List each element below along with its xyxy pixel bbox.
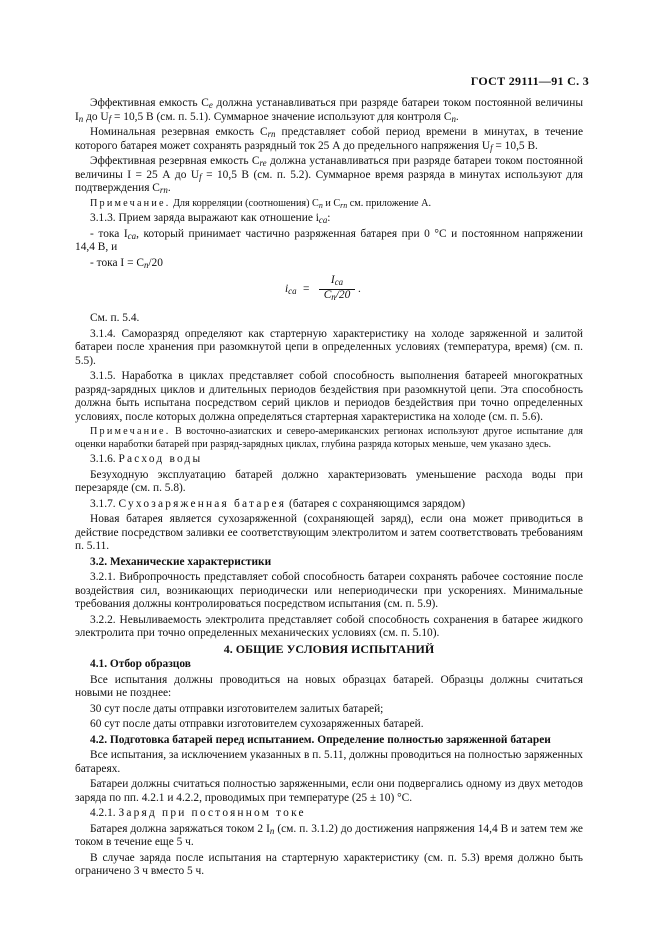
paragraph-charge-after-test: В случае заряда после испытания на стартерную характеристику (см. п. 5.3) время должно быть ограничено 3 ч вместо 5 ч. — [75, 851, 583, 877]
paragraph-effective-capacity: Эффективная емкость Ce должна устанавливаться при разряде батареи током постоянной величины In до Uf = 10,5 В (см. п. 5.1). Суммарное значение используют для контроля Cn. — [75, 97, 583, 124]
heading-3-1-6: 3.1.6. Расход воды — [90, 453, 203, 465]
list-item-current-i: - тока I = Cn/20 — [90, 256, 163, 270]
formula-charge-acceptance — [75, 274, 583, 304]
paragraph-effective-reserve-capacity: Эффективная резервная емкость Cre должна устанавливаться при разряде батареи током постоянной величины I = 25 А до Uf = 10,5 В (см. п. 5.2). Суммарное время разряда в минутах используют для подтверждения Crn. — [75, 155, 584, 195]
page-header: ГОСТ 29111—91 С. 3 — [470, 74, 589, 88]
paragraph-fully-charged: Батареи должны считаться полностью заряженными, если они подвергались одному из двух методов заряда по пп. 4.2.1 и 4.2.2, проводимых при температуре (25 ± 10) °С. — [75, 778, 583, 804]
section-title-4: 4. ОБЩИЕ УСЛОВИЯ ИСПЫТАНИЙ — [223, 641, 435, 656]
paragraph-3-1-5: 3.1.5. Наработка в циклах представляет собой способность выполнения батареей многократных разряд-зарядных циклов и длительных периодов бездействия при разомкнутой цепи. Эта способность должна быть испытана посредством серий циклов и периодов бездействия при точно определенных условиях, после которых должна определяться стартерная характеристика на холоде (см. п. 5.6). — [75, 370, 583, 423]
note-correlation: Примечание. Для корреляции (соотношения) Cn и Crn см. приложение А. — [90, 197, 432, 210]
paragraph-60-days: 60 сут после даты отправки изготовителем сухозаряженных батарей. — [90, 718, 424, 730]
heading-3-2: 3.2. Механические характеристики — [90, 555, 272, 568]
heading-4-2: 4.2. Подготовка батарей перед испытанием. Определение полностью заряженной батареи — [90, 733, 551, 746]
formula-denominator: Cn/20 — [323, 289, 351, 302]
page-content — [75, 97, 583, 881]
paragraph-see-5-4: См. п. 5.4. — [90, 312, 140, 324]
note-asian-american-regions: Примечание. В восточно-азиатских и северо-американских регионах используют другое испытание для оценки наработки батарей при разряд-зарядных циклах, глубина разряда которых меньше, чем указано здесь. — [75, 426, 583, 450]
paragraph-water-consumption: Безуходную эксплуатацию батарей должно характеризовать уменьшение расхода воды при перезаряде (см. п. 5.8). — [75, 468, 583, 494]
paragraph-all-tests: Все испытания, за исключением указанных в п. 5.11, должны проводиться на полностью заряженных батареях. — [75, 749, 583, 775]
formula-period: . — [358, 283, 361, 295]
paragraph-3-1-4: 3.1.4. Саморазряд определяют как стартерную характеристику на холоде заряженной и залитой батареи после хранения при разомкнутой цепи в определенных условиях (температура, время) (см. п. 5.5). — [75, 327, 583, 367]
heading-3-1-7: 3.1.7. Сухозаряженная батарея (батарея с сохраняющимся зарядом) — [90, 497, 466, 510]
paragraph-3-1-3: 3.1.3. Прием заряда выражают как отношение ica: — [90, 212, 331, 225]
formula-numerator: Ica — [319, 274, 355, 290]
paragraph-dry-charged-battery: Новая батарея является сухозаряженной (сохраняющей заряд), если она может приводиться в действие посредством заливки ее соответствующим электролитом и затем соответствовать требованиям п. 5.11. — [75, 513, 583, 552]
formula-lhs: ica — [285, 283, 297, 296]
formula-equals: = — [303, 283, 310, 295]
heading-4-2-1: 4.2.1. Заряд при постоянном токе — [90, 807, 306, 819]
paragraph-nominal-reserve-capacity: Номинальная резервная емкость Crn представляет собой период времени в минутах, в течение которого батарея может сохранять разрядный ток 25 А до предельного напряжения Uf = 10,5 В. — [75, 126, 583, 153]
paragraph-samples: Все испытания должны проводиться на новых образцах батарей. Образцы должны считаться новыми не позднее: — [75, 673, 583, 699]
list-item-current-ica: - тока Ica, который принимает частично разряженная батарея при 0 °С и постоянном напряжении 14,4 В, и — [75, 227, 583, 253]
paragraph-30-days: 30 сут после даты отправки изготовителем залитых батарей; — [90, 702, 384, 715]
paragraph-charge-current: Батарея должна заряжаться током 2 In (см. п. 3.1.2) до достижения напряжения 14,4 В и затем тем же током в течение еще 5 ч. — [75, 822, 583, 848]
paragraph-3-2-1: 3.2.1. Вибропрочность представляет собой способность батареи сохранять рабочее состояние после воздействия сил, возникающих периодически или непериодически при ускорениях. Минимальные требования должны контролироваться посредством испытания (см. п. 5.9). — [75, 571, 583, 610]
paragraph-3-2-2: 3.2.2. Невыливаемость электролита представляет собой способность сохранения в батарее жидкого электролита при точно определенных механических условиях (см. п. 5.10). — [75, 613, 583, 639]
heading-4-1: 4.1. Отбор образцов — [90, 658, 191, 670]
